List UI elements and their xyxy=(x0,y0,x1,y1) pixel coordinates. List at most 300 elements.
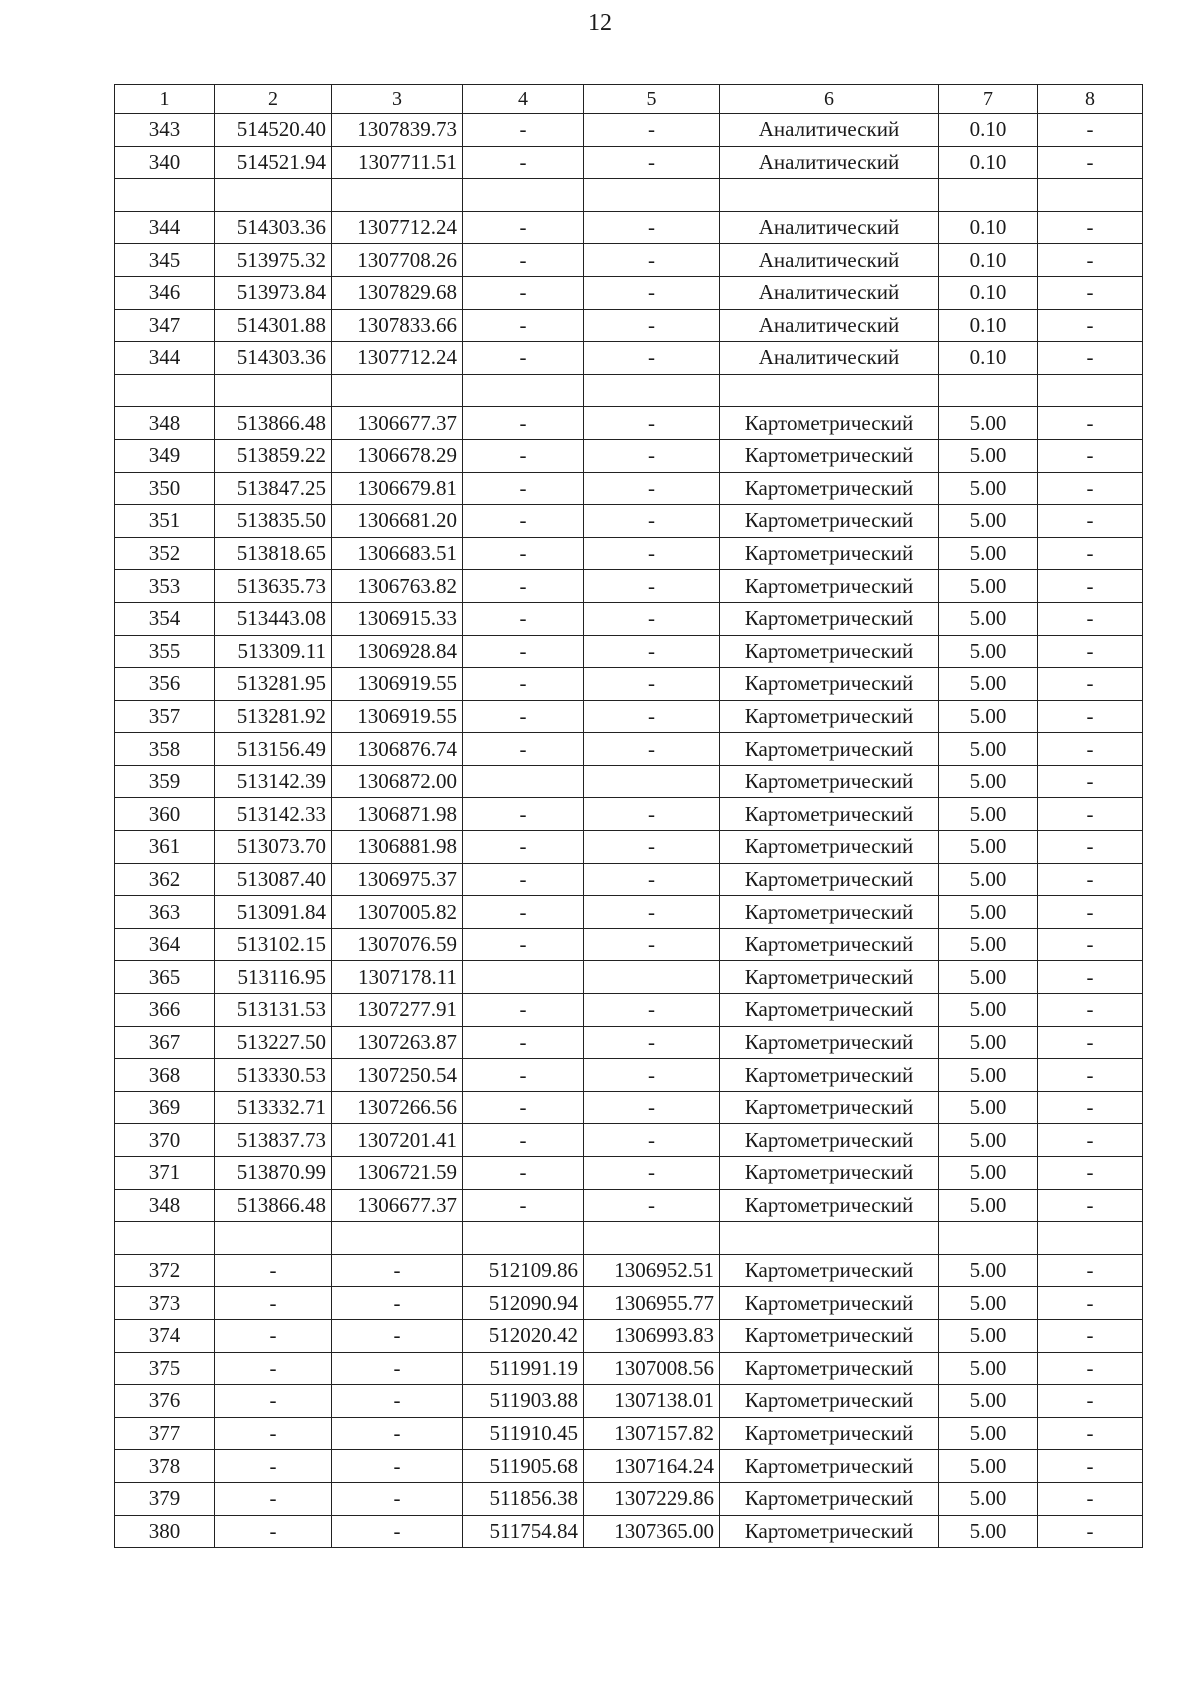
accuracy-cell: 5.00 xyxy=(939,700,1038,733)
table-row xyxy=(115,668,1143,701)
x-new-cell: 512090.94 xyxy=(463,1287,584,1320)
x-cell: 513102.15 xyxy=(215,928,332,961)
x-cell: - xyxy=(215,1385,332,1418)
x-cell: 513309.11 xyxy=(215,635,332,668)
x-cell: - xyxy=(215,1287,332,1320)
point-number-cell: 350 xyxy=(115,472,215,505)
y-cell: 1306876.74 xyxy=(332,733,463,766)
table-row xyxy=(115,1482,1143,1515)
accuracy-cell: 5.00 xyxy=(939,1352,1038,1385)
note-cell: - xyxy=(1038,1352,1143,1385)
coordinates-table xyxy=(114,84,1143,1548)
table-row xyxy=(115,1091,1143,1124)
note-cell: - xyxy=(1038,276,1143,309)
x-new-cell: - xyxy=(463,309,584,342)
accuracy-cell: 5.00 xyxy=(939,733,1038,766)
x-new-cell: - xyxy=(463,244,584,277)
note-cell: - xyxy=(1038,635,1143,668)
accuracy-cell: 0.10 xyxy=(939,309,1038,342)
point-number-cell: 363 xyxy=(115,896,215,929)
x-cell: 513975.32 xyxy=(215,244,332,277)
accuracy-cell: 5.00 xyxy=(939,994,1038,1027)
x-new-cell: - xyxy=(463,407,584,440)
y-cell xyxy=(332,179,463,212)
y-new-cell: 1306993.83 xyxy=(584,1319,720,1352)
point-number-cell: 359 xyxy=(115,765,215,798)
table-row xyxy=(115,1254,1143,1287)
table-row xyxy=(115,831,1143,864)
x-cell: - xyxy=(215,1352,332,1385)
y-cell: 1306871.98 xyxy=(332,798,463,831)
y-new-cell: - xyxy=(584,896,720,929)
accuracy-cell: 5.00 xyxy=(939,1124,1038,1157)
x-cell: 513847.25 xyxy=(215,472,332,505)
note-cell: - xyxy=(1038,537,1143,570)
method-cell: Аналитический xyxy=(720,211,939,244)
accuracy-cell: 5.00 xyxy=(939,863,1038,896)
accuracy-cell: 5.00 xyxy=(939,439,1038,472)
method-cell: Картометрический xyxy=(720,831,939,864)
point-number-cell: 368 xyxy=(115,1059,215,1092)
y-cell xyxy=(332,374,463,407)
y-cell: 1306681.20 xyxy=(332,505,463,538)
method-cell: Картометрический xyxy=(720,765,939,798)
note-cell: - xyxy=(1038,505,1143,538)
note-cell: - xyxy=(1038,570,1143,603)
method-cell: Картометрический xyxy=(720,896,939,929)
y-new-cell: - xyxy=(584,505,720,538)
x-cell: 513281.92 xyxy=(215,700,332,733)
y-new-cell: - xyxy=(584,733,720,766)
x-cell: - xyxy=(215,1417,332,1450)
x-cell: 513870.99 xyxy=(215,1157,332,1190)
x-cell: 513866.48 xyxy=(215,1189,332,1222)
accuracy-cell: 5.00 xyxy=(939,1385,1038,1418)
method-cell: Аналитический xyxy=(720,276,939,309)
point-number-cell: 344 xyxy=(115,211,215,244)
x-cell: - xyxy=(215,1319,332,1352)
x-new-cell: 512020.42 xyxy=(463,1319,584,1352)
x-new-cell: - xyxy=(463,1124,584,1157)
note-cell: - xyxy=(1038,1157,1143,1190)
point-number-cell xyxy=(115,179,215,212)
x-new-cell: - xyxy=(463,831,584,864)
method-cell: Картометрический xyxy=(720,1189,939,1222)
table-row xyxy=(115,635,1143,668)
note-cell xyxy=(1038,1222,1143,1255)
method-cell: Картометрический xyxy=(720,1091,939,1124)
y-cell: 1306881.98 xyxy=(332,831,463,864)
y-new-cell: - xyxy=(584,537,720,570)
y-new-cell: 1307138.01 xyxy=(584,1385,720,1418)
note-cell: - xyxy=(1038,700,1143,733)
x-cell: 513116.95 xyxy=(215,961,332,994)
accuracy-cell xyxy=(939,179,1038,212)
x-new-cell xyxy=(463,765,584,798)
x-new-cell: 511754.84 xyxy=(463,1515,584,1548)
note-cell xyxy=(1038,179,1143,212)
accuracy-cell: 5.00 xyxy=(939,798,1038,831)
method-cell: Аналитический xyxy=(720,146,939,179)
note-cell: - xyxy=(1038,668,1143,701)
y-new-cell: - xyxy=(584,1189,720,1222)
accuracy-cell: 5.00 xyxy=(939,1091,1038,1124)
y-cell: - xyxy=(332,1254,463,1287)
accuracy-cell: 5.00 xyxy=(939,1157,1038,1190)
x-cell: 513635.73 xyxy=(215,570,332,603)
method-cell: Картометрический xyxy=(720,994,939,1027)
x-new-cell xyxy=(463,374,584,407)
y-new-cell xyxy=(584,374,720,407)
note-cell: - xyxy=(1038,831,1143,864)
note-cell: - xyxy=(1038,407,1143,440)
x-new-cell: - xyxy=(463,635,584,668)
y-cell: 1306919.55 xyxy=(332,700,463,733)
point-number-cell: 352 xyxy=(115,537,215,570)
x-cell: 513073.70 xyxy=(215,831,332,864)
point-number-cell: 372 xyxy=(115,1254,215,1287)
column-header-8: 8 xyxy=(1038,85,1143,114)
x-new-cell: - xyxy=(463,439,584,472)
page-number: 12 xyxy=(588,10,612,36)
x-new-cell: - xyxy=(463,472,584,505)
method-cell: Картометрический xyxy=(720,537,939,570)
method-cell: Картометрический xyxy=(720,961,939,994)
method-cell: Картометрический xyxy=(720,439,939,472)
accuracy-cell: 5.00 xyxy=(939,896,1038,929)
point-number-cell: 380 xyxy=(115,1515,215,1548)
accuracy-cell: 5.00 xyxy=(939,1515,1038,1548)
y-cell: 1306683.51 xyxy=(332,537,463,570)
table-row xyxy=(115,342,1143,375)
note-cell: - xyxy=(1038,1417,1143,1450)
accuracy-cell: 5.00 xyxy=(939,635,1038,668)
table-row xyxy=(115,700,1143,733)
table-row xyxy=(115,472,1143,505)
note-cell: - xyxy=(1038,1515,1143,1548)
x-new-cell xyxy=(463,961,584,994)
method-cell: Картометрический xyxy=(720,472,939,505)
table-row xyxy=(115,211,1143,244)
accuracy-cell: 5.00 xyxy=(939,407,1038,440)
x-new-cell: 511903.88 xyxy=(463,1385,584,1418)
x-new-cell: - xyxy=(463,114,584,147)
x-new-cell: - xyxy=(463,602,584,635)
x-cell: 513332.71 xyxy=(215,1091,332,1124)
y-new-cell: - xyxy=(584,700,720,733)
x-new-cell: - xyxy=(463,276,584,309)
note-cell: - xyxy=(1038,733,1143,766)
accuracy-cell: 0.10 xyxy=(939,114,1038,147)
accuracy-cell: 5.00 xyxy=(939,928,1038,961)
method-cell: Картометрический xyxy=(720,602,939,635)
y-new-cell: 1307365.00 xyxy=(584,1515,720,1548)
x-new-cell: - xyxy=(463,1026,584,1059)
y-cell: 1306763.82 xyxy=(332,570,463,603)
table-row xyxy=(115,1450,1143,1483)
y-new-cell: - xyxy=(584,309,720,342)
table-row xyxy=(115,1124,1143,1157)
x-cell: - xyxy=(215,1450,332,1483)
point-number-cell xyxy=(115,374,215,407)
y-new-cell: - xyxy=(584,994,720,1027)
point-number-cell: 357 xyxy=(115,700,215,733)
note-cell: - xyxy=(1038,439,1143,472)
x-cell: - xyxy=(215,1515,332,1548)
table-row xyxy=(115,1352,1143,1385)
note-cell: - xyxy=(1038,1254,1143,1287)
method-cell: Картометрический xyxy=(720,1450,939,1483)
table-row xyxy=(115,1026,1143,1059)
y-new-cell: - xyxy=(584,342,720,375)
point-number-cell: 377 xyxy=(115,1417,215,1450)
x-new-cell: 511910.45 xyxy=(463,1417,584,1450)
point-number-cell: 343 xyxy=(115,114,215,147)
y-cell: 1306677.37 xyxy=(332,407,463,440)
note-cell: - xyxy=(1038,798,1143,831)
note-cell: - xyxy=(1038,961,1143,994)
x-new-cell: - xyxy=(463,700,584,733)
table-row xyxy=(115,407,1143,440)
y-new-cell: - xyxy=(584,1157,720,1190)
y-cell: - xyxy=(332,1287,463,1320)
column-header-2: 2 xyxy=(215,85,332,114)
point-number-cell: 340 xyxy=(115,146,215,179)
point-number-cell: 378 xyxy=(115,1450,215,1483)
accuracy-cell: 0.10 xyxy=(939,276,1038,309)
table-body xyxy=(115,114,1143,1548)
y-new-cell: - xyxy=(584,798,720,831)
y-cell: 1306975.37 xyxy=(332,863,463,896)
y-cell: 1306677.37 xyxy=(332,1189,463,1222)
y-cell: 1307711.51 xyxy=(332,146,463,179)
y-new-cell: - xyxy=(584,472,720,505)
note-cell: - xyxy=(1038,928,1143,961)
x-cell: 513142.39 xyxy=(215,765,332,798)
point-number-cell: 355 xyxy=(115,635,215,668)
column-header-5: 5 xyxy=(584,85,720,114)
accuracy-cell: 5.00 xyxy=(939,1059,1038,1092)
y-cell: 1307712.24 xyxy=(332,211,463,244)
y-cell: - xyxy=(332,1417,463,1450)
point-number-cell: 367 xyxy=(115,1026,215,1059)
x-new-cell: - xyxy=(463,505,584,538)
x-new-cell: 511856.38 xyxy=(463,1482,584,1515)
x-new-cell: 512109.86 xyxy=(463,1254,584,1287)
x-new-cell: - xyxy=(463,928,584,961)
method-cell xyxy=(720,374,939,407)
y-cell: - xyxy=(332,1319,463,1352)
method-cell: Картометрический xyxy=(720,1124,939,1157)
note-cell: - xyxy=(1038,211,1143,244)
method-cell: Аналитический xyxy=(720,114,939,147)
point-number-cell: 369 xyxy=(115,1091,215,1124)
point-number-cell: 373 xyxy=(115,1287,215,1320)
table-row xyxy=(115,439,1143,472)
y-new-cell: - xyxy=(584,244,720,277)
table-row xyxy=(115,179,1143,212)
table-row xyxy=(115,1417,1143,1450)
y-cell: - xyxy=(332,1482,463,1515)
x-cell: 514521.94 xyxy=(215,146,332,179)
y-new-cell: - xyxy=(584,1124,720,1157)
note-cell: - xyxy=(1038,1482,1143,1515)
x-cell: - xyxy=(215,1482,332,1515)
y-new-cell: - xyxy=(584,602,720,635)
accuracy-cell: 5.00 xyxy=(939,1417,1038,1450)
note-cell: - xyxy=(1038,309,1143,342)
point-number-cell: 370 xyxy=(115,1124,215,1157)
point-number-cell: 344 xyxy=(115,342,215,375)
method-cell: Картометрический xyxy=(720,407,939,440)
table-row xyxy=(115,146,1143,179)
header-row xyxy=(115,85,1143,114)
table-row xyxy=(115,1515,1143,1548)
table-row xyxy=(115,276,1143,309)
x-cell: 513281.95 xyxy=(215,668,332,701)
x-new-cell: - xyxy=(463,896,584,929)
table-row xyxy=(115,994,1143,1027)
method-cell: Картометрический xyxy=(720,1417,939,1450)
y-new-cell: - xyxy=(584,831,720,864)
x-new-cell: - xyxy=(463,668,584,701)
y-new-cell: - xyxy=(584,114,720,147)
x-cell: 513087.40 xyxy=(215,863,332,896)
accuracy-cell: 5.00 xyxy=(939,602,1038,635)
point-number-cell: 375 xyxy=(115,1352,215,1385)
point-number-cell: 365 xyxy=(115,961,215,994)
column-header-3: 3 xyxy=(332,85,463,114)
x-cell: 513091.84 xyxy=(215,896,332,929)
x-new-cell: - xyxy=(463,1157,584,1190)
method-cell: Картометрический xyxy=(720,505,939,538)
y-new-cell xyxy=(584,765,720,798)
y-cell: 1307829.68 xyxy=(332,276,463,309)
y-new-cell: 1306955.77 xyxy=(584,1287,720,1320)
note-cell: - xyxy=(1038,1189,1143,1222)
y-new-cell: - xyxy=(584,211,720,244)
table-row xyxy=(115,1157,1143,1190)
x-new-cell: - xyxy=(463,994,584,1027)
y-cell: 1307250.54 xyxy=(332,1059,463,1092)
y-new-cell: - xyxy=(584,1091,720,1124)
point-number-cell: 360 xyxy=(115,798,215,831)
note-cell: - xyxy=(1038,602,1143,635)
accuracy-cell: 5.00 xyxy=(939,1319,1038,1352)
y-new-cell: - xyxy=(584,928,720,961)
method-cell: Картометрический xyxy=(720,1026,939,1059)
y-cell: - xyxy=(332,1385,463,1418)
y-cell: 1306678.29 xyxy=(332,439,463,472)
method-cell: Картометрический xyxy=(720,1319,939,1352)
accuracy-cell: 0.10 xyxy=(939,146,1038,179)
method-cell: Картометрический xyxy=(720,928,939,961)
x-cell: 513866.48 xyxy=(215,407,332,440)
point-number-cell: 353 xyxy=(115,570,215,603)
accuracy-cell: 5.00 xyxy=(939,1287,1038,1320)
x-cell: 513330.53 xyxy=(215,1059,332,1092)
y-cell xyxy=(332,1222,463,1255)
x-new-cell: 511905.68 xyxy=(463,1450,584,1483)
method-cell: Аналитический xyxy=(720,244,939,277)
method-cell: Картометрический xyxy=(720,1254,939,1287)
point-number-cell xyxy=(115,1222,215,1255)
method-cell: Картометрический xyxy=(720,1059,939,1092)
accuracy-cell: 0.10 xyxy=(939,211,1038,244)
x-new-cell: - xyxy=(463,798,584,831)
x-cell: 514303.36 xyxy=(215,211,332,244)
method-cell xyxy=(720,179,939,212)
x-cell: 513859.22 xyxy=(215,439,332,472)
method-cell: Картометрический xyxy=(720,733,939,766)
table-row xyxy=(115,896,1143,929)
note-cell: - xyxy=(1038,146,1143,179)
x-cell xyxy=(215,1222,332,1255)
method-cell: Аналитический xyxy=(720,309,939,342)
method-cell: Картометрический xyxy=(720,1482,939,1515)
x-new-cell: - xyxy=(463,1189,584,1222)
table-row xyxy=(115,863,1143,896)
point-number-cell: 361 xyxy=(115,831,215,864)
accuracy-cell: 5.00 xyxy=(939,505,1038,538)
y-new-cell: - xyxy=(584,407,720,440)
accuracy-cell: 0.10 xyxy=(939,244,1038,277)
y-cell: 1307712.24 xyxy=(332,342,463,375)
note-cell: - xyxy=(1038,1124,1143,1157)
x-new-cell: - xyxy=(463,537,584,570)
note-cell: - xyxy=(1038,472,1143,505)
table-row xyxy=(115,374,1143,407)
table-row xyxy=(115,928,1143,961)
accuracy-cell: 5.00 xyxy=(939,1482,1038,1515)
column-header-1: 1 xyxy=(115,85,215,114)
point-number-cell: 358 xyxy=(115,733,215,766)
note-cell: - xyxy=(1038,1450,1143,1483)
table-row xyxy=(115,798,1143,831)
table-row xyxy=(115,537,1143,570)
accuracy-cell: 5.00 xyxy=(939,1026,1038,1059)
table-row xyxy=(115,733,1143,766)
accuracy-cell: 5.00 xyxy=(939,765,1038,798)
y-cell: 1307005.82 xyxy=(332,896,463,929)
x-new-cell: - xyxy=(463,146,584,179)
point-number-cell: 371 xyxy=(115,1157,215,1190)
x-cell: - xyxy=(215,1254,332,1287)
point-number-cell: 374 xyxy=(115,1319,215,1352)
note-cell: - xyxy=(1038,1026,1143,1059)
point-number-cell: 354 xyxy=(115,602,215,635)
method-cell: Картометрический xyxy=(720,1352,939,1385)
y-new-cell: - xyxy=(584,570,720,603)
y-new-cell xyxy=(584,961,720,994)
point-number-cell: 346 xyxy=(115,276,215,309)
x-cell: 513227.50 xyxy=(215,1026,332,1059)
y-new-cell: 1307008.56 xyxy=(584,1352,720,1385)
x-new-cell xyxy=(463,179,584,212)
y-cell: 1307833.66 xyxy=(332,309,463,342)
table-row xyxy=(115,570,1143,603)
accuracy-cell: 5.00 xyxy=(939,961,1038,994)
note-cell: - xyxy=(1038,765,1143,798)
point-number-cell: 351 xyxy=(115,505,215,538)
y-cell: 1307178.11 xyxy=(332,961,463,994)
point-number-cell: 364 xyxy=(115,928,215,961)
point-number-cell: 376 xyxy=(115,1385,215,1418)
y-cell: 1307076.59 xyxy=(332,928,463,961)
y-cell: - xyxy=(332,1352,463,1385)
x-cell: 513835.50 xyxy=(215,505,332,538)
note-cell xyxy=(1038,374,1143,407)
